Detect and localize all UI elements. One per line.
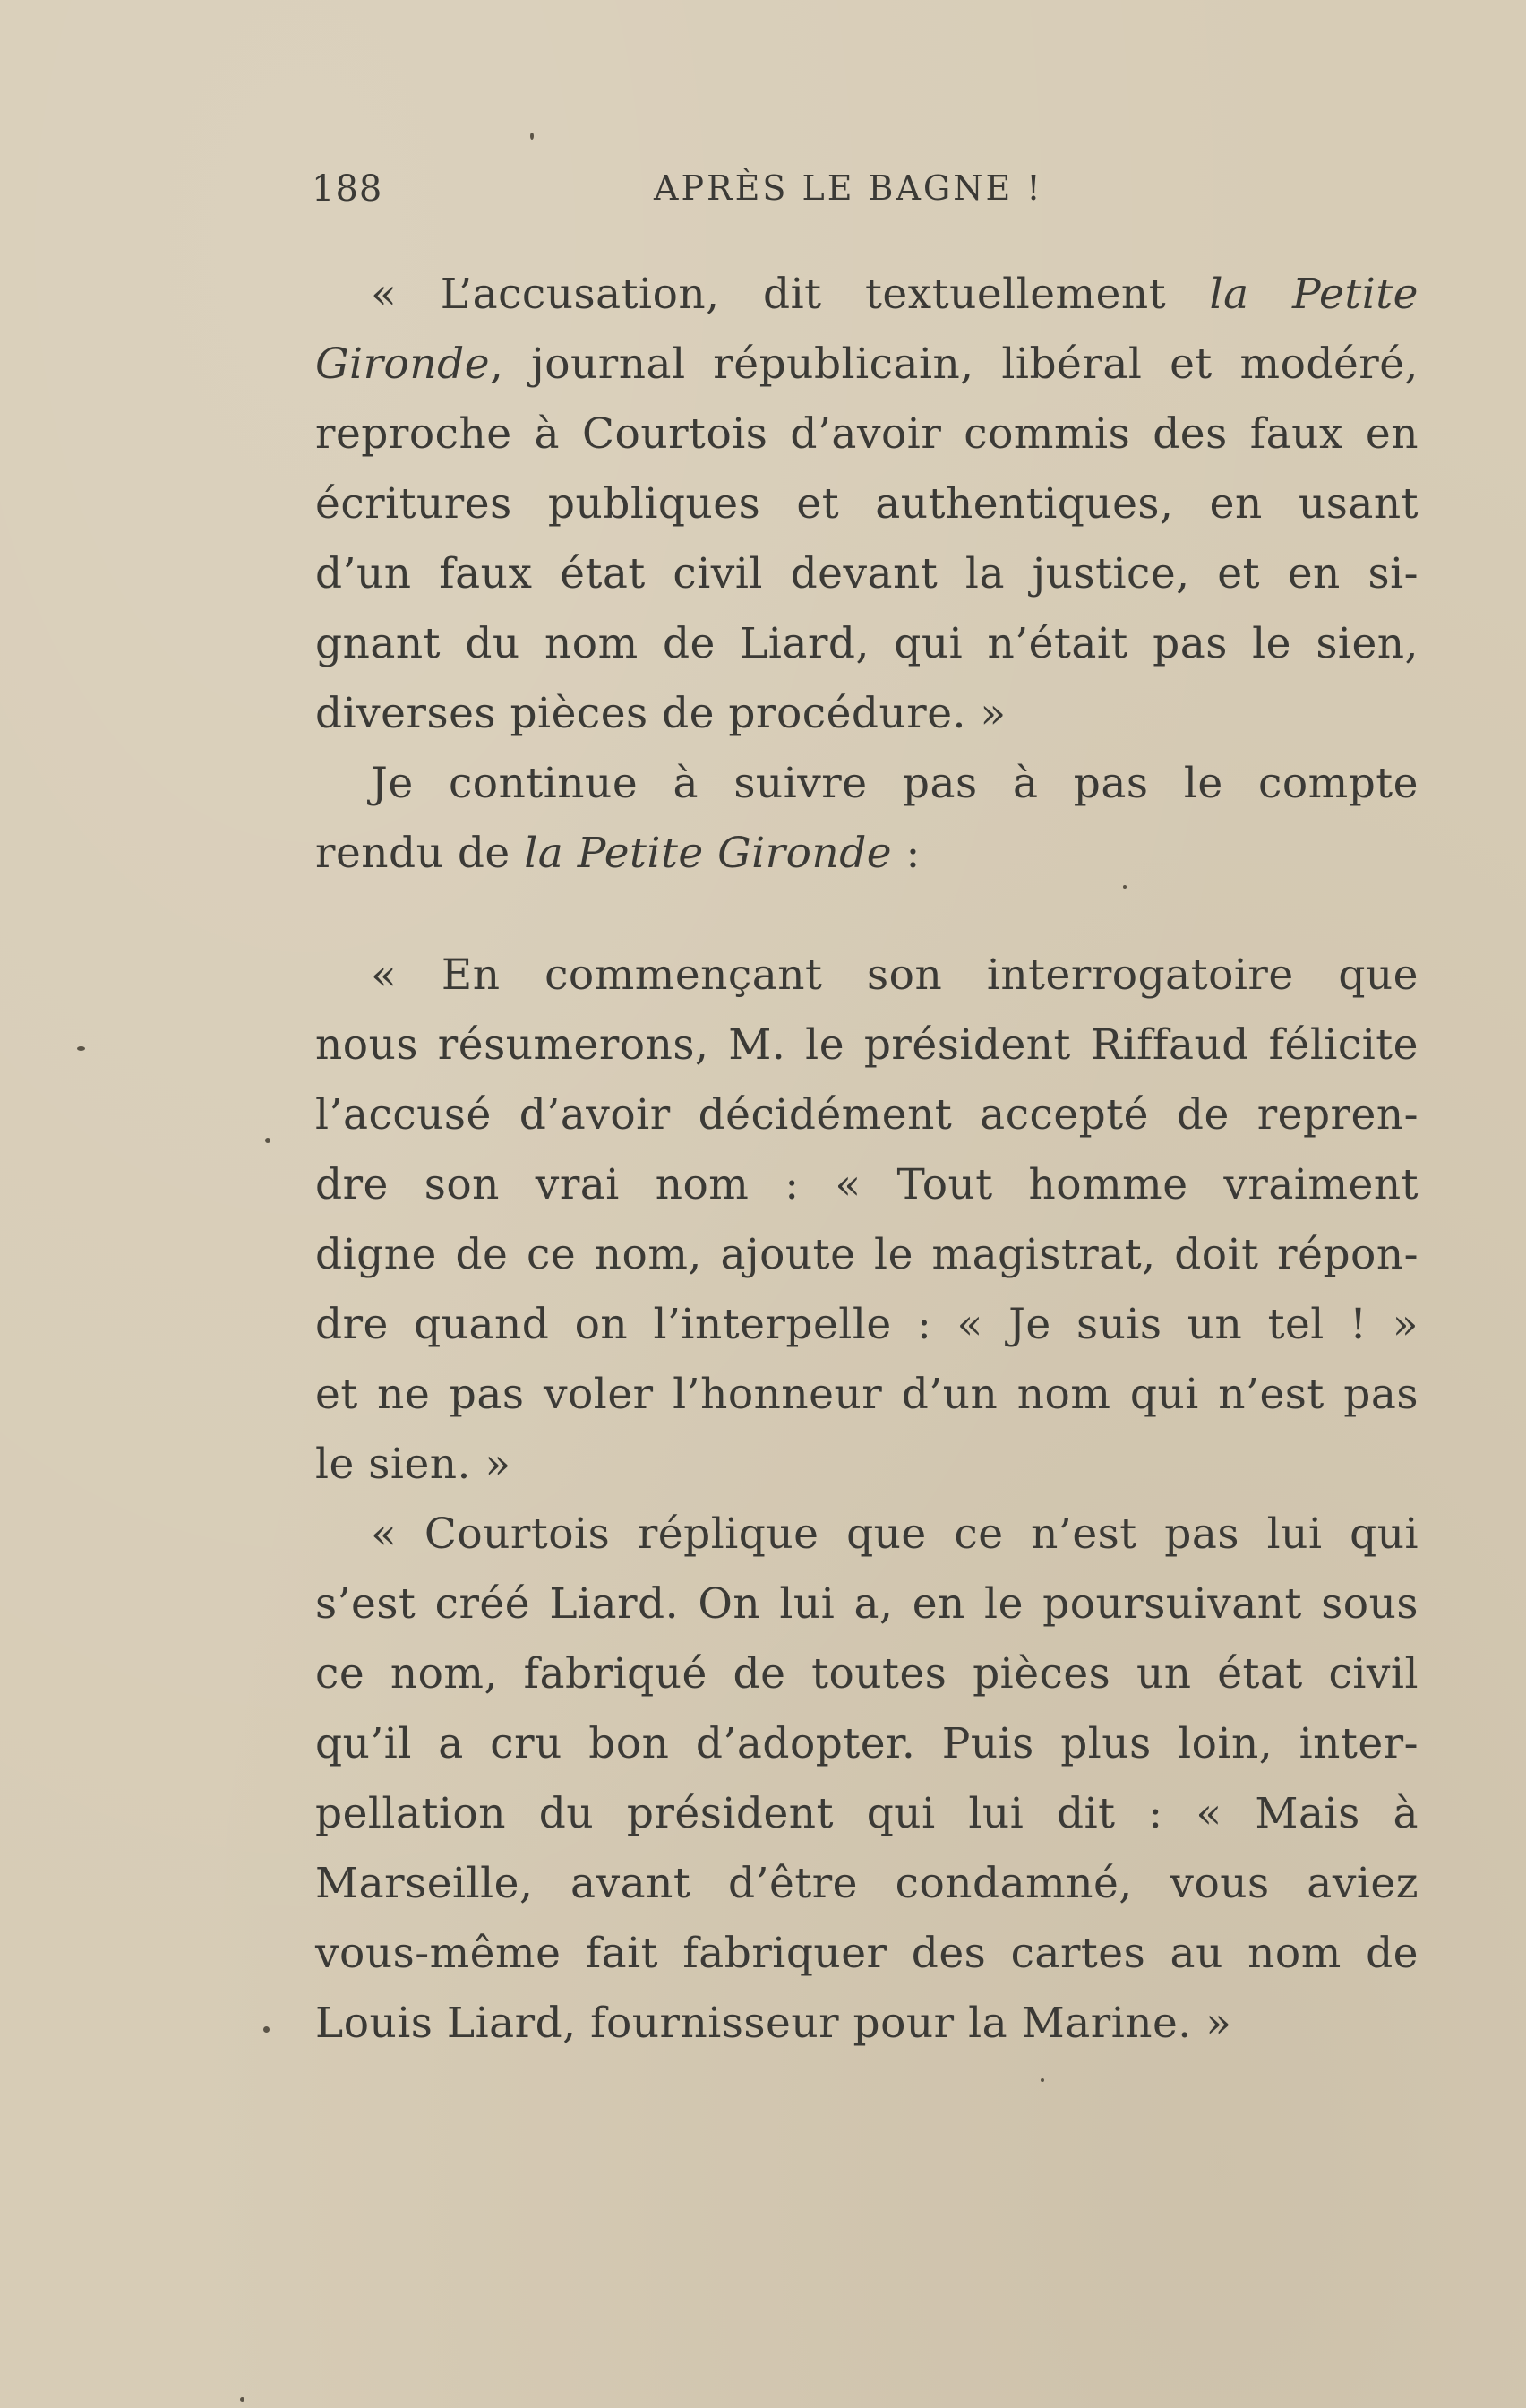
page-number: 188 xyxy=(312,168,383,210)
text-line: écritures publiques et authentiques, en usant xyxy=(315,479,1419,529)
text-line xyxy=(315,819,1419,889)
text-line: et ne pas voler l’honneur d’un nom qui n’est pas xyxy=(315,1370,1419,1419)
paragraph-gap xyxy=(315,889,1419,941)
page-header xyxy=(312,168,1422,222)
text-line xyxy=(315,330,1419,400)
text-line: Marseille, avant d’être condamné, vous aviez xyxy=(315,1859,1419,1908)
text-line: digne de ce nom, ajoute le magistrat, doit répon- xyxy=(315,1230,1419,1279)
text-line: gnant du nom de Liard, qui n’était pas le sien, xyxy=(315,619,1419,668)
newspaper-title: Gironde xyxy=(315,340,491,389)
paper-speck xyxy=(240,2397,244,2402)
paragraph-replique xyxy=(315,1500,1419,2059)
paper-speck xyxy=(263,2026,270,2033)
text-line: « Courtois réplique que ce n’est pas lui qui xyxy=(371,1509,1419,1559)
body-text xyxy=(315,260,1419,2059)
paragraph-accusation xyxy=(315,260,1419,749)
text-line: ce nom, fabriqué de toutes pièces un état civil xyxy=(315,1649,1419,1698)
paper-speck xyxy=(1041,2078,1044,2082)
newspaper-title: la Petite xyxy=(1209,270,1419,319)
paper-speck xyxy=(265,1138,270,1143)
text-line: dre son vrai nom : « Tout homme vraiment xyxy=(315,1160,1419,1209)
text-line: l’accusé d’avoir décidément accepté de repren- xyxy=(315,1090,1419,1140)
text-line: qu’il a cru bon d’adopter. Puis plus loin, inter- xyxy=(315,1719,1419,1768)
text-line: vous-même fait fabriquer des cartes au nom de xyxy=(315,1929,1419,1978)
newspaper-title: la Petite Gironde xyxy=(524,829,893,878)
paper-speck xyxy=(530,133,534,140)
text-line xyxy=(315,260,1419,330)
paragraph-continue xyxy=(315,749,1419,889)
text-line: diverses pièces de procédure. » xyxy=(315,689,1007,738)
text-run: , journal républicain, libéral et modéré, xyxy=(490,340,1419,389)
text-line: reproche à Courtois d’avoir commis des faux en xyxy=(315,409,1419,459)
text-line: s’est créé Liard. On lui a, en le poursuivant sous xyxy=(315,1579,1419,1629)
paragraph-interrogatoire xyxy=(315,941,1419,1500)
text-line: pellation du président qui lui dit : « Mais à xyxy=(315,1789,1419,1838)
text-line: dre quand on l’interpelle : « Je suis un tel ! » xyxy=(315,1300,1419,1349)
text-line: d’un faux état civil devant la justice, et en si- xyxy=(315,549,1419,598)
text-run: « L’accusation, dit textuellement xyxy=(371,270,1210,319)
paper-speck xyxy=(1123,885,1127,889)
text-run: rendu de xyxy=(315,829,525,878)
paper-speck xyxy=(77,1046,85,1051)
text-line: le sien. » xyxy=(315,1440,511,1489)
text-line: Louis Liard, fournisseur pour la Marine. » xyxy=(315,1999,1232,2048)
running-title: APRÈS LE BAGNE ! xyxy=(654,168,1043,208)
text-run: : xyxy=(892,829,921,878)
text-line: nous résumerons, M. le président Riffaud félicite xyxy=(315,1020,1419,1070)
text-line: Je continue à suivre pas à pas le compte xyxy=(371,759,1419,808)
text-line: « En commençant son interrogatoire que xyxy=(371,950,1419,1000)
